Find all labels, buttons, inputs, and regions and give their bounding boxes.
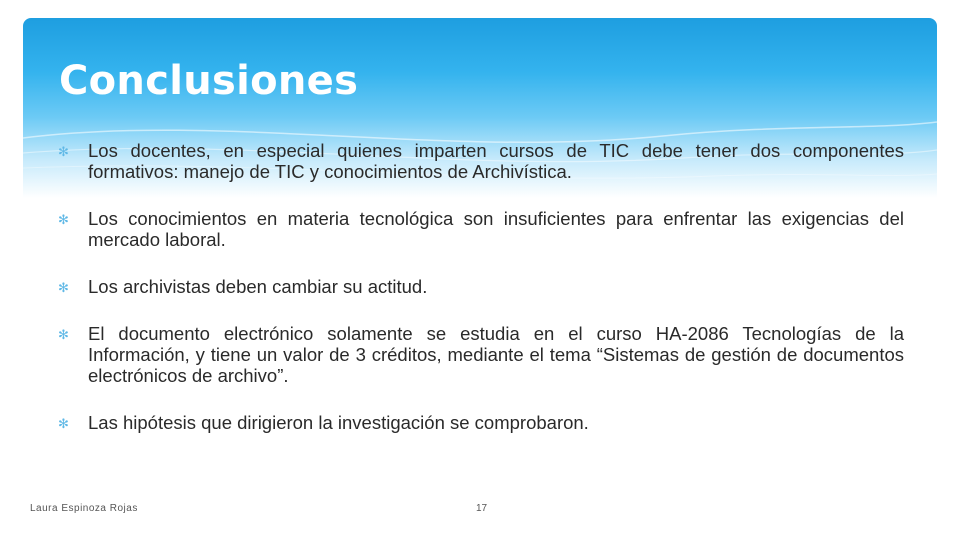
- bullet-text: El documento electrónico solamente se estudia en el curso HA-2086 Tecnologías de la Información, y tiene un valor de 3 créditos, mediante el tema “Sistemas de gestión de documentos electrónicos de archivo”.: [88, 323, 904, 386]
- asterisk-bullet-icon: ✻: [58, 280, 69, 295]
- bullet-list: [58, 140, 904, 459]
- bullet-text: Los conocimientos en materia tecnológica son insuficientes para enfrentar las exigencias del mercado laboral.: [88, 208, 904, 250]
- bullet-item: [58, 140, 904, 182]
- bullet-text: Los docentes, en especial quienes imparten cursos de TIC debe tener dos componentes formativos: manejo de TIC y conocimientos de Archivística.: [88, 140, 904, 182]
- asterisk-bullet-icon: ✻: [58, 212, 69, 227]
- footer-page-number: 17: [476, 503, 488, 514]
- asterisk-bullet-icon: ✻: [58, 144, 69, 159]
- footer-author: Laura Espinoza Rojas: [30, 503, 138, 514]
- slide-title: Conclusiones: [59, 58, 359, 104]
- bullet-item: [58, 412, 904, 433]
- asterisk-bullet-icon: ✻: [58, 416, 69, 431]
- bullet-text: Los archivistas deben cambiar su actitud.: [88, 276, 428, 297]
- bullet-item: [58, 208, 904, 250]
- bullet-item: [58, 276, 904, 297]
- bullet-text: Las hipótesis que dirigieron la investigación se comprobaron.: [88, 412, 589, 433]
- asterisk-bullet-icon: ✻: [58, 327, 69, 342]
- bullet-item: [58, 323, 904, 386]
